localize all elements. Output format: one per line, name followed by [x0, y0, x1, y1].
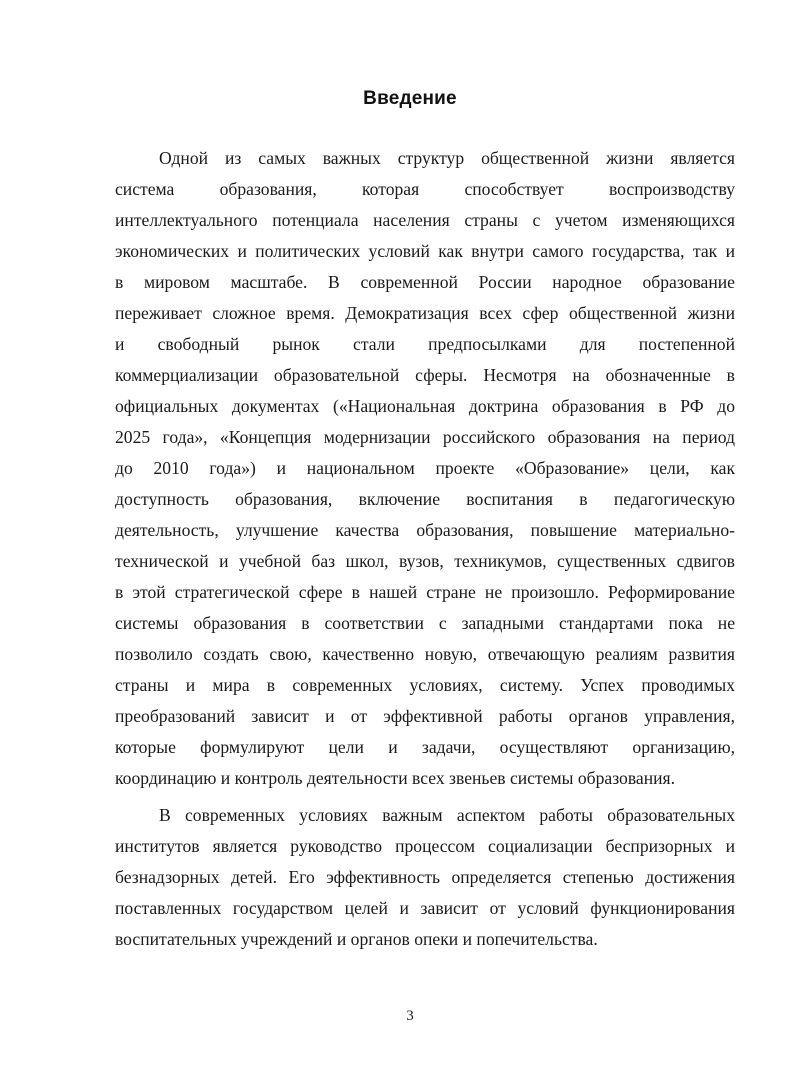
paragraph-line: системы образования в соответствии с западными стандартами пока не [115, 613, 735, 633]
paragraph-line: технической и учебной баз школ, вузов, техникумов, существенных сдвигов [115, 551, 735, 571]
paragraph-line: которые формулируют цели и задачи, осуществляют организацию, [115, 737, 735, 757]
page-number: 3 [406, 1008, 414, 1024]
paragraph-line: 2025 года», «Концепция модернизации российского образования на период [115, 427, 735, 447]
paragraph-line: в этой стратегической сфере в нашей стране не произошло. Реформирование [115, 582, 735, 602]
paragraph-line: система образования, которая способствует воспроизводству [115, 179, 735, 199]
paragraph-line: институтов является руководство процессом социализации беспризорных и [115, 836, 735, 856]
paragraph-line: воспитательных учреждений и органов опеки и попечительства. [115, 929, 598, 949]
paragraph-line: безнадзорных детей. Его эффективность определяется степенью достижения [115, 867, 735, 887]
paragraph-line: позволило создать свою, качественно новую, отвечающую реалиям развития [115, 644, 735, 664]
paragraph-line: страны и мира в современных условиях, систему. Успех проводимых [115, 675, 735, 695]
paragraph-line: координацию и контроль деятельности всех звеньев системы образования. [115, 768, 676, 788]
paragraph-line: переживает сложное время. Демократизация всех сфер общественной жизни [115, 303, 735, 323]
paragraph-line: поставленных государством целей и зависит от условий функционирования [115, 898, 735, 918]
paragraph-line: преобразований зависит и от эффективной работы органов управления, [115, 706, 735, 726]
paragraph-line: коммерциализации образовательной сферы. Несмотря на обозначенные в [115, 365, 735, 385]
paragraph-2 [115, 800, 735, 955]
paragraph-line: экономических и политических условий как внутри самого государства, так и [115, 241, 735, 261]
paragraph-line: официальных документах («Национальная доктрина образования в РФ до [115, 396, 735, 416]
paragraph-line: В современных условиях важным аспектом работы образовательных [159, 805, 735, 825]
paragraph-line: и свободный рынок стали предпосылками для постепенной [115, 334, 735, 354]
page-title: Введение [363, 88, 457, 109]
paragraph-line: доступность образования, включение воспитания в педагогическую [115, 489, 735, 509]
paragraph-line: Одной из самых важных структур общественной жизни является [159, 148, 735, 168]
paragraph-line: деятельность, улучшение качества образования, повышение материально- [115, 520, 735, 540]
paragraph-line: до 2010 года») и национальном проекте «Образование» цели, как [115, 458, 735, 478]
paragraph-1 [115, 143, 735, 794]
paragraph-line: в мировом масштабе. В современной России народное образование [115, 272, 735, 292]
paragraph-line: интеллектуального потенциала населения страны с учетом изменяющихся [115, 210, 735, 230]
